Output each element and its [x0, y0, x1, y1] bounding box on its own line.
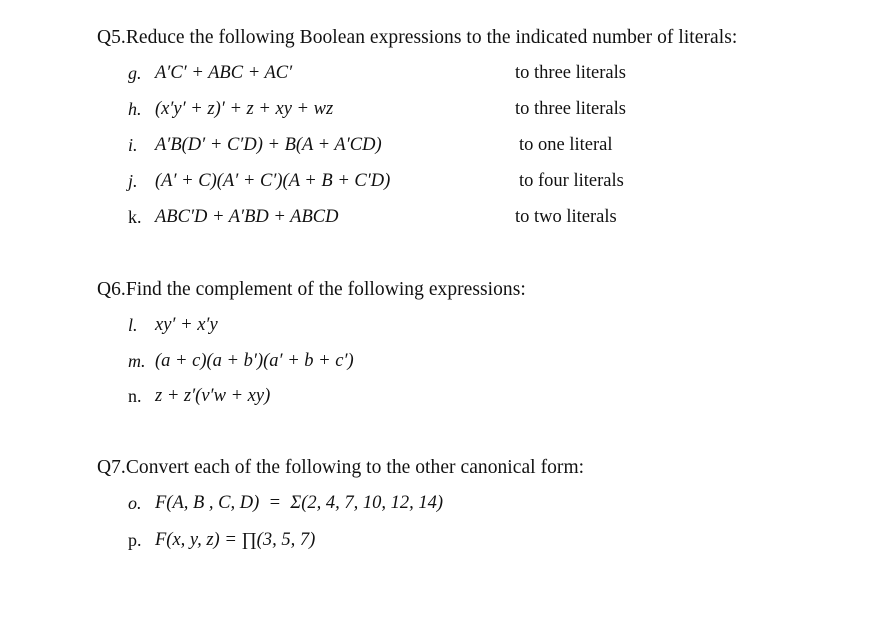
- item-marker: h.: [128, 99, 142, 119]
- q7-heading: Q7.Convert each of the following to the other canonical form:: [97, 457, 585, 478]
- item-marker: i.: [128, 135, 138, 155]
- q6-item-l: [0, 315, 883, 341]
- q5-item-h: [0, 99, 883, 125]
- q5-item-j: [0, 171, 883, 197]
- boolean-expression: F(x, y, z) = ∏(3, 5, 7): [155, 530, 316, 550]
- q5-heading: Q5.Reduce the following Boolean expressions to the indicated number of literals:: [97, 27, 738, 48]
- item-marker: k.: [128, 207, 142, 227]
- item-marker: o.: [128, 493, 142, 513]
- boolean-expression: (x′y′ + z)′ + z + xy + wz: [155, 99, 334, 119]
- q5-item-i: [0, 135, 883, 161]
- literal-target: to four literals: [519, 171, 624, 191]
- boolean-expression: F(A, B , C, D) = Σ(2, 4, 7, 10, 12, 14): [155, 493, 444, 513]
- literal-target: to two literals: [515, 207, 617, 227]
- item-marker: n.: [128, 386, 142, 406]
- q5-item-k: [0, 207, 883, 233]
- q6-heading: Q6.Find the complement of the following expressions:: [97, 279, 526, 300]
- item-marker: g.: [128, 63, 142, 83]
- item-marker: l.: [128, 315, 138, 335]
- boolean-expression: A′C′ + ABC + AC′: [155, 63, 293, 83]
- boolean-expression: (A′ + C)(A′ + C′)(A + B + C′D): [155, 171, 391, 191]
- literal-target: to three literals: [515, 63, 626, 83]
- item-marker: m.: [128, 351, 146, 371]
- boolean-expression: z + z′(v′w + xy): [155, 386, 271, 406]
- boolean-expression: ABC′D + A′BD + ABCD: [155, 207, 339, 227]
- q6-item-n: [0, 386, 883, 412]
- boolean-expression: xy′ + x′y: [155, 315, 218, 335]
- literal-target: to three literals: [515, 99, 626, 119]
- q7-item-o: [0, 493, 883, 519]
- boolean-expression: A′B(D′ + C′D) + B(A + A′CD): [155, 135, 382, 155]
- item-marker: j.: [128, 171, 138, 191]
- q6-item-m: [0, 351, 883, 377]
- q5-item-g: [0, 63, 883, 89]
- literal-target: to one literal: [519, 135, 613, 155]
- q7-item-p: [0, 530, 883, 556]
- boolean-expression: (a + c)(a + b′)(a′ + b + c′): [155, 351, 354, 371]
- item-marker: p.: [128, 530, 142, 550]
